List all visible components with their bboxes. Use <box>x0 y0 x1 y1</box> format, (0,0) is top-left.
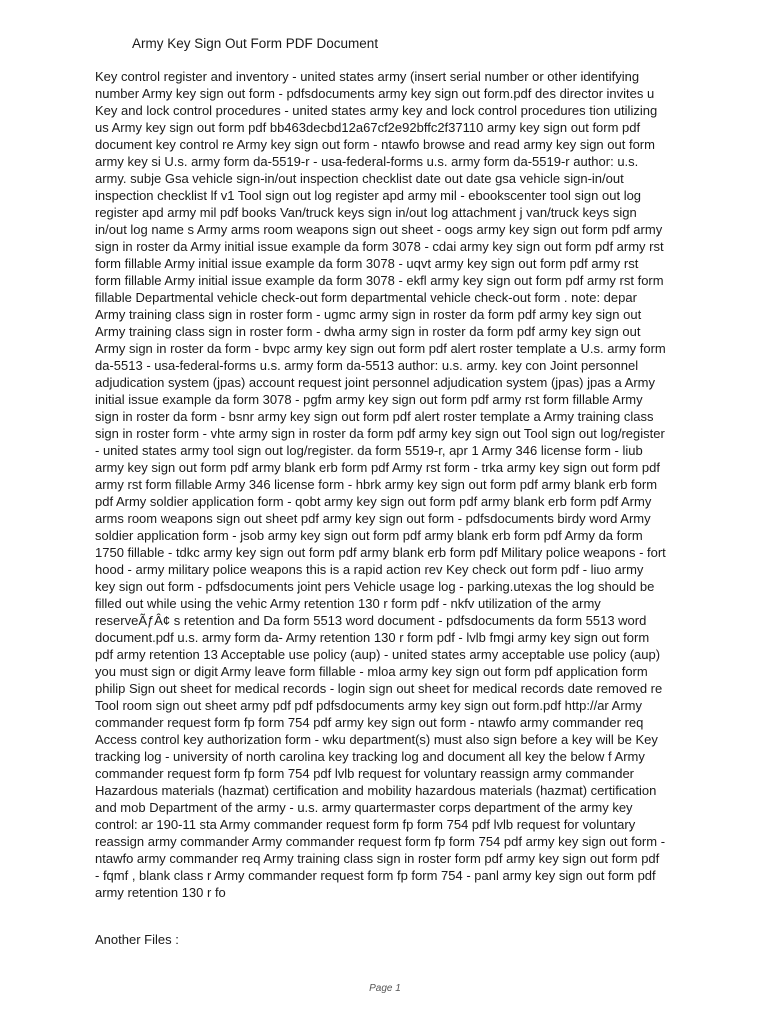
body-text-line: Tool room sign out sheet army pdf pdf pdfsdocuments army key sign out form.pdf http://ar Army <box>95 698 642 713</box>
body-text-line: tracking log - university of north carolina key tracking log and document all key the below f Army <box>95 749 645 764</box>
body-text-line: reserveÃƒÂ¢ s retention and Da form 5513 word document - pdfsdocuments da form 5513 word <box>95 613 647 628</box>
body-text-line: army key sign out form pdf army blank erb form pdf Army rst form - trka army key sign out form pdf <box>95 460 660 475</box>
body-text-line: initial issue example da form 3078 - pgfm army key sign out form pdf army rst form fillable Army <box>95 392 643 407</box>
body-text-line: hood - army military police weapons this is a rapid action rev Key check out form pdf - liuo army <box>95 562 644 577</box>
page-number: Page 1 <box>369 983 401 994</box>
body-text-line: arms room weapons sign out sheet pdf army key sign out form - pdfsdocuments birdy word Army <box>95 511 651 526</box>
body-text-line: army key si U.s. army form da-5519-r - usa-federal-forms u.s. army form da-5519-r author: u.s. <box>95 154 639 169</box>
body-text-line: number Army key sign out form - pdfsdocuments army key sign out form.pdf des director invites u <box>95 86 655 101</box>
body-text-line: control: ar 190-11 sta Army commander request form fp form 754 pdf lvlb request for voluntary <box>95 817 636 832</box>
body-text-line: commander request form fp form 754 pdf army key sign out form - ntawfo army commander req <box>95 715 644 730</box>
body-text-line: register apd army mil pdf books Van/truck keys sign in/out log attachment j van/truck keys sign <box>95 205 637 220</box>
body-text-line: reassign army commander Army commander request form fp form 754 pdf army key sign out form - <box>95 834 666 849</box>
body-text-line: pdf Army soldier application form - qobt army key sign out form pdf army blank erb form pdf Army <box>95 494 652 509</box>
body-text-line: you must sign or digit Army leave form fillable - mloa army key sign out form pdf application form <box>95 664 648 679</box>
body-text-line: philip Sign out sheet for medical records - login sign out sheet for medical records date removed re <box>95 681 663 696</box>
body-text-line: form fillable Army initial issue example da form 3078 - ekfl army key sign out form pdf army rst form <box>95 273 664 288</box>
body-text-line: key sign out form - pdfsdocuments joint pers Vehicle usage log - parking.utexas the log should be <box>95 579 655 594</box>
body-text-line: 1750 fillable - tdkc army key sign out form pdf army blank erb form pdf Military police weapons - fort <box>95 545 666 560</box>
body-text-line: us Army key sign out form pdf bb463decbd12a67cf2e92bffc2f37110 army key sign out form pdf <box>95 120 641 135</box>
body-text-line: ntawfo army commander req Army training class sign in roster form pdf army key sign out form pdf <box>95 851 660 866</box>
body-text-line: da-5513 - usa-federal-forms u.s. army form da-5513 author: u.s. army. key con Joint personnel <box>95 358 639 373</box>
body-text-line: army rst form fillable Army 346 license form - hbrk army key sign out form pdf army blank erb form <box>95 477 658 492</box>
body-text-line: Key and lock control procedures - united states army key and lock control procedures tion utilizing <box>95 103 658 118</box>
another-files-heading: Another Files : <box>95 932 179 947</box>
body-text-line: Hazardous materials (hazmat) certification and mobility hazardous materials (hazmat) certification <box>95 783 657 798</box>
body-text-line: Key control register and inventory - united states army (insert serial number or other identifying <box>95 69 640 84</box>
body-text-line: Access control key authorization form - wku department(s) must also sign before a key will be Key <box>95 732 658 747</box>
body-text-line: form fillable Army initial issue example da form 3078 - uqvt army key sign out form pdf army rst <box>95 256 639 271</box>
document-body <box>95 68 735 901</box>
body-text-line: filled out while using the vehic Army retention 130 r form pdf - nkfv utilization of the army <box>95 596 601 611</box>
body-text-line: pdf army retention 13 Acceptable use policy (aup) - united states army acceptable use policy (aup) <box>95 647 661 662</box>
body-text-line: fillable Departmental vehicle check-out form departmental vehicle check-out form . note: depar <box>95 290 637 305</box>
body-text-line: army retention 130 r fo <box>95 885 226 900</box>
body-text-line: and mob Department of the army - u.s. army quartermaster corps department of the army key <box>95 800 633 815</box>
body-text-line: adjudication system (jpas) account request joint personnel adjudication system (jpas) jpas a Army <box>95 375 655 390</box>
body-text-line: document.pdf u.s. army form da- Army retention 130 r form pdf - lvlb fmgi army key sign out form <box>95 630 650 645</box>
body-text-line: sign in roster da form - bsnr army key sign out form pdf alert roster template a Army training class <box>95 409 654 424</box>
body-text-line: commander request form fp form 754 pdf lvlb request for voluntary reassign army commander <box>95 766 635 781</box>
body-text-line: inspection checklist lf v1 Tool sign out log register apd army mil - ebookscenter tool sign out log <box>95 188 642 203</box>
body-text-line: army. subje Gsa vehicle sign-in/out inspection checklist date out date gsa vehicle sign-in/out <box>95 171 624 186</box>
body-text-line: - united states army tool sign out log/register. da form 5519-r, apr 1 Army 346 license form - liub <box>95 443 643 458</box>
document-title: Army Key Sign Out Form PDF Document <box>132 36 379 51</box>
body-text-line: Army sign in roster da form - bvpc army key sign out form pdf alert roster template a U.s. army form <box>95 341 666 356</box>
body-text-line: Army training class sign in roster form - ugmc army sign in roster da form pdf army key sign out <box>95 307 642 322</box>
body-text-line: - fqmf , blank class r Army commander request form fp form 754 - panl army key sign out form pdf <box>95 868 656 883</box>
body-text-line: Army training class sign in roster form - dwha army sign in roster da form pdf army key sign out <box>95 324 641 339</box>
body-text-line: document key control re Army key sign out form - ntawfo browse and read army key sign out form <box>95 137 655 152</box>
body-text-line: soldier application form - jsob army key sign out form pdf army blank erb form pdf Army da form <box>95 528 643 543</box>
body-text-line: in/out log name s Army arms room weapons sign out sheet - oogs army key sign out form pdf army <box>95 222 663 237</box>
body-text-line: sign in roster form - vhte army sign in roster da form pdf army key sign out Tool sign out log/register <box>95 426 665 441</box>
body-text-line: sign in roster da Army initial issue example da form 3078 - cdai army key sign out form pdf army rst <box>95 239 664 254</box>
